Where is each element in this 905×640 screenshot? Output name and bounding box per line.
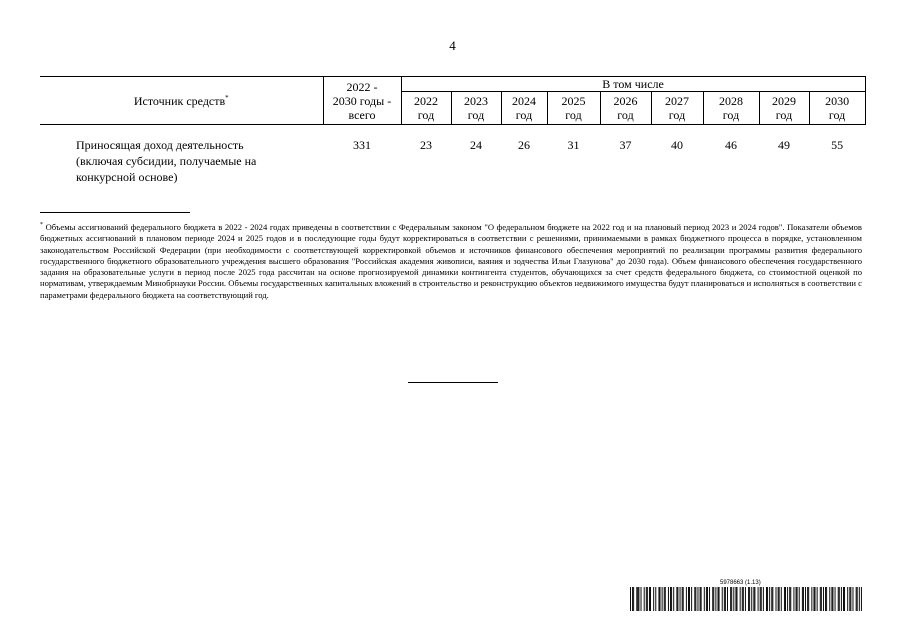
barcode-bar bbox=[670, 587, 671, 611]
barcode-bar bbox=[817, 587, 818, 611]
barcode-bar bbox=[831, 587, 832, 611]
barcode-bar bbox=[772, 587, 773, 611]
footnote-mark: * bbox=[225, 93, 229, 102]
barcode-bar bbox=[641, 587, 642, 611]
barcode-bar bbox=[649, 587, 650, 611]
barcode-bar bbox=[769, 587, 770, 611]
barcode-bar bbox=[857, 587, 858, 611]
barcode-bar bbox=[781, 587, 782, 611]
year-header-2025: 2025 год bbox=[547, 92, 600, 125]
barcode-bar bbox=[724, 587, 725, 611]
value-cell-2026: 37 bbox=[619, 138, 632, 152]
barcode-bar bbox=[813, 587, 814, 611]
barcode-bar bbox=[731, 587, 732, 611]
footnote-mark-ref: * bbox=[40, 222, 43, 229]
barcode-bar bbox=[760, 587, 761, 611]
barcode-bar bbox=[766, 587, 767, 611]
barcode-bar bbox=[740, 587, 741, 611]
value-cell-2025: 31 bbox=[567, 138, 580, 152]
footnote-separator bbox=[40, 212, 190, 213]
barcode-bar bbox=[713, 587, 714, 611]
barcode-bar bbox=[700, 587, 701, 611]
value-cell-2023: 24 bbox=[470, 138, 482, 152]
barcode-bar bbox=[802, 587, 803, 611]
barcode-bar bbox=[680, 587, 681, 611]
year-header-2024: 2024 год bbox=[501, 92, 547, 125]
barcode-bar bbox=[839, 587, 840, 611]
barcode-bar bbox=[789, 587, 790, 611]
barcode-bar bbox=[803, 587, 804, 611]
barcode-bar bbox=[650, 587, 651, 611]
source-header-label: Источник средств bbox=[133, 93, 226, 108]
barcode-bar bbox=[754, 587, 755, 611]
barcode-bar bbox=[743, 587, 744, 611]
barcode-bar bbox=[796, 587, 797, 611]
year-header-2029: 2029 год bbox=[759, 92, 809, 125]
barcode-bar bbox=[697, 587, 698, 611]
barcode-bar bbox=[843, 587, 844, 611]
barcode-bar bbox=[735, 587, 736, 611]
barcode-bar bbox=[712, 587, 713, 611]
barcode-bar bbox=[673, 587, 674, 611]
barcode-bar bbox=[691, 587, 692, 611]
barcode-bar bbox=[636, 587, 637, 611]
barcode-bar bbox=[832, 587, 833, 611]
barcode-bar bbox=[718, 587, 719, 611]
barcode-bar bbox=[637, 587, 638, 611]
footnote bbox=[40, 222, 862, 301]
barcode-bar bbox=[701, 587, 702, 611]
barcode-bar bbox=[655, 587, 656, 611]
barcode-bar bbox=[695, 587, 696, 611]
barcode-bar bbox=[844, 587, 845, 611]
barcode-bar bbox=[761, 587, 762, 611]
barcode-bar bbox=[825, 587, 826, 611]
barcode-bar bbox=[829, 587, 830, 611]
barcode-bar bbox=[730, 587, 731, 611]
barcode-bar bbox=[847, 587, 848, 611]
value-cell-2029: 49 bbox=[778, 138, 790, 152]
barcode-bar bbox=[856, 587, 857, 611]
barcode-bar bbox=[662, 587, 663, 611]
year-header-2022: 2022 год bbox=[401, 92, 451, 125]
barcode-bar bbox=[787, 587, 788, 611]
barcode-bar bbox=[745, 587, 746, 611]
barcode-bar bbox=[665, 587, 666, 611]
barcode-bar bbox=[850, 587, 851, 611]
year-header-2023: 2023 год bbox=[451, 92, 501, 125]
barcode-bar bbox=[638, 587, 639, 611]
value-cell-2024: 26 bbox=[518, 138, 530, 152]
group-header: В том числе bbox=[401, 77, 865, 92]
barcode-bar bbox=[815, 587, 816, 611]
page-number: 4 bbox=[449, 38, 456, 53]
barcode-bar bbox=[808, 587, 809, 611]
funding-table bbox=[40, 76, 866, 185]
barcode-bar bbox=[820, 587, 821, 611]
barcode-bar bbox=[677, 587, 678, 611]
barcode-bar bbox=[727, 587, 728, 611]
total-cell: 331 bbox=[353, 138, 371, 152]
barcode bbox=[630, 587, 862, 611]
barcode-bar bbox=[646, 587, 647, 611]
barcode-bar bbox=[688, 587, 689, 611]
barcode-bar bbox=[658, 587, 659, 611]
barcode-bar bbox=[753, 587, 754, 611]
barcode-bar bbox=[807, 587, 808, 611]
barcode-bar bbox=[709, 587, 710, 611]
barcode-bar bbox=[706, 587, 707, 611]
barcode-bar bbox=[686, 587, 687, 611]
barcode-bar bbox=[826, 587, 827, 611]
source-column-header bbox=[40, 77, 323, 125]
barcode-bar bbox=[785, 587, 786, 611]
barcode-bar bbox=[767, 587, 768, 611]
barcode-bar bbox=[676, 587, 677, 611]
value-cell-2022: 23 bbox=[420, 138, 432, 152]
barcode-bar bbox=[859, 587, 860, 611]
barcode-bar bbox=[725, 587, 726, 611]
barcode-bar bbox=[644, 587, 645, 611]
barcode-bar bbox=[841, 587, 842, 611]
barcode-bar bbox=[722, 587, 723, 611]
barcode-bar bbox=[682, 587, 683, 611]
barcode-bar bbox=[689, 587, 690, 611]
barcode-bar bbox=[849, 587, 850, 611]
barcode-bar bbox=[633, 587, 634, 611]
barcode-bar bbox=[838, 587, 839, 611]
end-separator bbox=[408, 382, 498, 383]
barcode-bar bbox=[632, 587, 633, 611]
barcode-bar bbox=[668, 587, 669, 611]
barcode-bar bbox=[683, 587, 684, 611]
barcode-bar bbox=[660, 587, 661, 611]
barcode-bar bbox=[779, 587, 780, 611]
barcode-bar bbox=[861, 587, 862, 611]
document-code: 5978663 (1.13) bbox=[720, 580, 761, 586]
barcode-bar bbox=[793, 587, 794, 611]
barcode-bar bbox=[811, 587, 812, 611]
source-cell: Приносящая доход деятельность (включая субсидии, получаемые на конкурсной основе) bbox=[76, 138, 257, 184]
barcode-bar bbox=[704, 587, 705, 611]
barcode-bar bbox=[742, 587, 743, 611]
barcode-bar bbox=[763, 587, 764, 611]
barcode-bar bbox=[719, 587, 720, 611]
barcode-bar bbox=[853, 587, 854, 611]
barcode-bar bbox=[799, 587, 800, 611]
barcode-bar bbox=[790, 587, 791, 611]
value-cell-2027: 40 bbox=[671, 138, 683, 152]
total-header-line3: всего bbox=[348, 107, 376, 122]
barcode-bar bbox=[784, 587, 785, 611]
barcode-bar bbox=[647, 587, 648, 611]
year-header-2027: 2027 год bbox=[651, 92, 703, 125]
barcode-bar bbox=[694, 587, 695, 611]
year-header-2028: 2028 год bbox=[703, 92, 759, 125]
year-header-2030: 2030 год bbox=[809, 92, 865, 125]
barcode-bar bbox=[664, 587, 665, 611]
barcode-bar bbox=[707, 587, 708, 611]
total-header-line1: 2022 - bbox=[346, 79, 378, 94]
value-cell-2028: 46 bbox=[725, 138, 737, 152]
barcode-bar bbox=[671, 587, 672, 611]
barcode-bar bbox=[630, 587, 631, 611]
barcode-bar bbox=[737, 587, 738, 611]
total-column-header bbox=[323, 77, 401, 125]
barcode-bar bbox=[821, 587, 822, 611]
barcode-bar bbox=[778, 587, 779, 611]
barcode-bar bbox=[771, 587, 772, 611]
barcode-bar bbox=[835, 587, 836, 611]
barcode-bar bbox=[776, 587, 777, 611]
barcode-bar bbox=[823, 587, 824, 611]
barcode-bar bbox=[733, 587, 734, 611]
barcode-bar bbox=[749, 587, 750, 611]
table-row bbox=[40, 125, 865, 186]
value-cell-2030: 55 bbox=[831, 138, 844, 152]
barcode-bar bbox=[715, 587, 716, 611]
year-header-2026: 2026 год bbox=[600, 92, 651, 125]
barcode-bar bbox=[748, 587, 749, 611]
barcode-bar bbox=[805, 587, 806, 611]
barcode-bar bbox=[751, 587, 752, 611]
barcode-bar bbox=[797, 587, 798, 611]
footnote-text: Объемы ассигнований федерального бюджета в 2022 - 2024 годах приведены в соответствии с Федеральным законом "О федеральном бюджете на 2022 год и на плановый период 2023 и 2024 годов". Показатели объемов бюджетных ассигнований в плановом периоде 2024 и 2025 годов и в последующие годы будут корректироваться в соответствии с решениями, принимаемыми в рамках бюджетного процесса в порядке, установленном законодательством Российской Федерации (при необходимости с соответствующей корректировкой объемов и источников финансового обеспечения мероприятий по реализации программы развития федерального государственного бюджетного образовательного учреждения высшего образования "Российская академия живописи, ваяния и зодчества Ильи Глазунова" до 2030 года). Объем финансового обеспечения государственного задания на образовательные услуги в период после 2025 года рассчитан на основе прогнозируемой динамики контингента студентов, обучающихся за счет средств федерального бюджета, со стоимостной оценкой по нормативам, утверждаемым Минобрнауки России. Объемы государственных капитальных вложений в строительство и реконструкцию объектов недвижимого имущества будут планироваться и исполняться в соответствии с параметрами федерального бюджета на соответствующий год. bbox=[40, 222, 862, 300]
barcode-bar bbox=[653, 587, 654, 611]
total-header-line2: 2030 годы - bbox=[332, 93, 392, 108]
barcode-bar bbox=[758, 587, 759, 611]
